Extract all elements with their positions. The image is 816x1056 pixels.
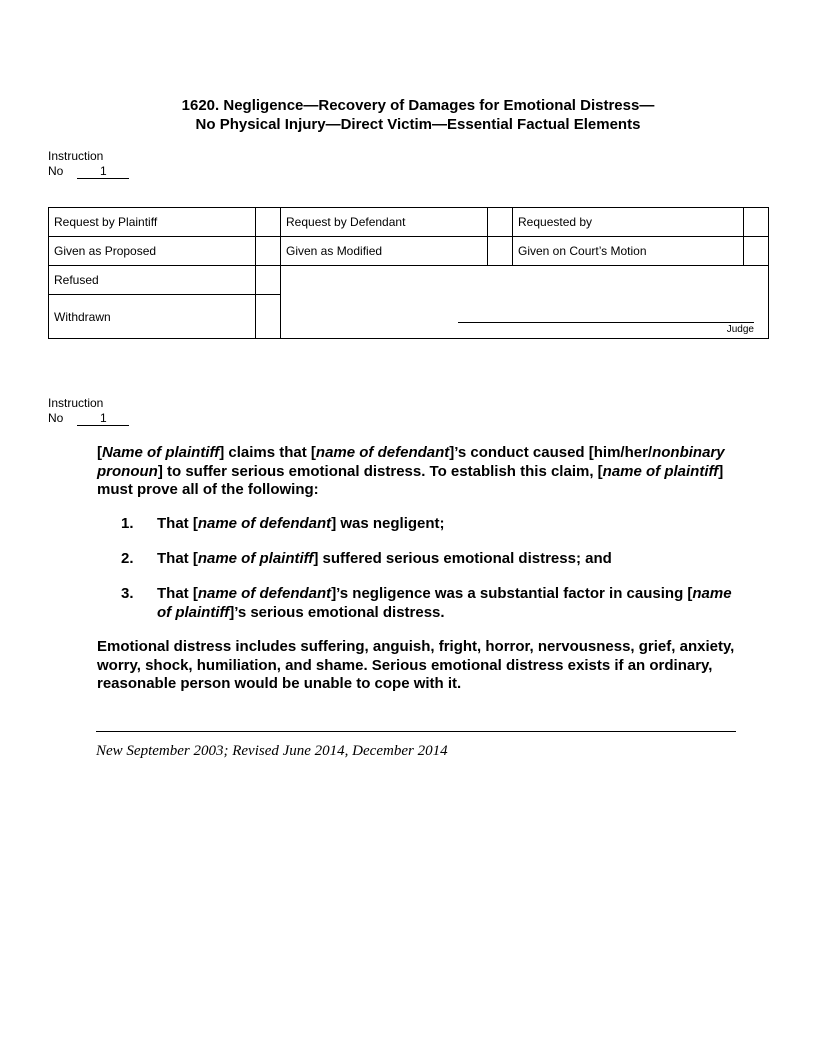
text-segment: ]’s serious emotional distress.: [229, 603, 445, 621]
instruction-number-field[interactable]: 1: [77, 412, 129, 426]
text-segment: That [: [157, 515, 198, 532]
text-segment: [: [97, 444, 102, 461]
instruction-label: Instruction: [48, 149, 104, 163]
placeholder-name-of-plaintiff: name of plaintiff: [197, 550, 314, 567]
text-segment: ] to suffer serious emotional distress. To establish this claim, [: [157, 462, 603, 480]
given-on-courts-motion-label: Given on Court’s Motion: [513, 237, 744, 266]
disposition-form: [48, 207, 769, 339]
text-segment: ] claims that [: [219, 444, 316, 461]
judge-signature-area: [281, 266, 769, 339]
text-segment: ] was negligent;: [331, 515, 445, 532]
instruction-number-bottom: [48, 396, 129, 426]
refused-checkbox[interactable]: [256, 266, 281, 295]
request-by-defendant-label: Request by Defendant: [281, 208, 488, 237]
footer-divider: [96, 731, 736, 732]
requested-by-checkbox[interactable]: [744, 208, 769, 237]
withdrawn-checkbox[interactable]: [256, 295, 281, 339]
given-on-courts-motion-checkbox[interactable]: [744, 237, 769, 266]
judge-signature-line[interactable]: [458, 322, 754, 323]
element-number: 3.: [121, 585, 134, 602]
text-segment: That [: [157, 585, 198, 602]
intro-paragraph: [97, 444, 737, 500]
element-number: 2.: [121, 550, 134, 567]
instruction-no-label: No: [48, 164, 64, 178]
given-as-modified-label: Given as Modified: [281, 237, 488, 266]
given-as-proposed-checkbox[interactable]: [256, 237, 281, 266]
placeholder-name-of-plaintiff: Name of plaintiff: [102, 444, 220, 461]
request-by-plaintiff-checkbox[interactable]: [256, 208, 281, 237]
placeholder-nonbinary-pronoun: nonbinary pronoun: [97, 444, 725, 480]
text-segment: That [: [157, 550, 198, 567]
request-by-defendant-checkbox[interactable]: [488, 208, 513, 237]
instruction-label: Instruction: [48, 396, 104, 410]
placeholder-name-of-plaintiff: name of plaintiff: [157, 585, 732, 621]
element-1: [121, 515, 737, 534]
title-line-2: No Physical Injury—Direct Victim—Essential Factual Elements: [195, 116, 641, 133]
element-number: 1.: [121, 515, 134, 532]
text-segment: ] must prove all of the following:: [97, 462, 724, 498]
element-3: [121, 585, 737, 622]
instruction-number-field[interactable]: 1: [77, 165, 129, 179]
page-title: [0, 96, 816, 134]
instruction-number-top: [48, 149, 129, 179]
given-as-modified-checkbox[interactable]: [488, 237, 513, 266]
judge-label: Judge: [726, 324, 754, 335]
refused-label: Refused: [49, 266, 256, 295]
placeholder-name-of-defendant: name of defendant: [197, 585, 332, 602]
withdrawn-label: Withdrawn: [49, 295, 256, 339]
definition-paragraph: Emotional distress includes suffering, anguish, fright, horror, nervousness, grief, anxiety, worry, shock, humiliation, and shame. Serious emotional distress exists if an ordinary, reasonable person would be unable to cope with it.: [97, 638, 735, 692]
element-2: [121, 550, 737, 569]
title-line-1: 1620. Negligence—Recovery of Damages for Emotional Distress—: [181, 97, 655, 114]
text-segment: ]’s conduct caused [him/her/: [449, 444, 653, 461]
placeholder-name-of-plaintiff: name of plaintiff: [602, 462, 719, 480]
requested-by-label: Requested by: [513, 208, 744, 237]
placeholder-name-of-defendant: name of defendant: [197, 515, 332, 532]
text-segment: ]’s negligence was a substantial factor in causing [: [331, 585, 693, 602]
instruction-no-label: No: [48, 411, 64, 425]
placeholder-name-of-defendant: name of defendant: [315, 444, 450, 461]
text-segment: ] suffered serious emotional distress; and: [313, 550, 612, 567]
request-by-plaintiff-label: Request by Plaintiff: [49, 208, 256, 237]
given-as-proposed-label: Given as Proposed: [49, 237, 256, 266]
history-note: New September 2003; Revised June 2014, December 2014: [96, 743, 448, 759]
